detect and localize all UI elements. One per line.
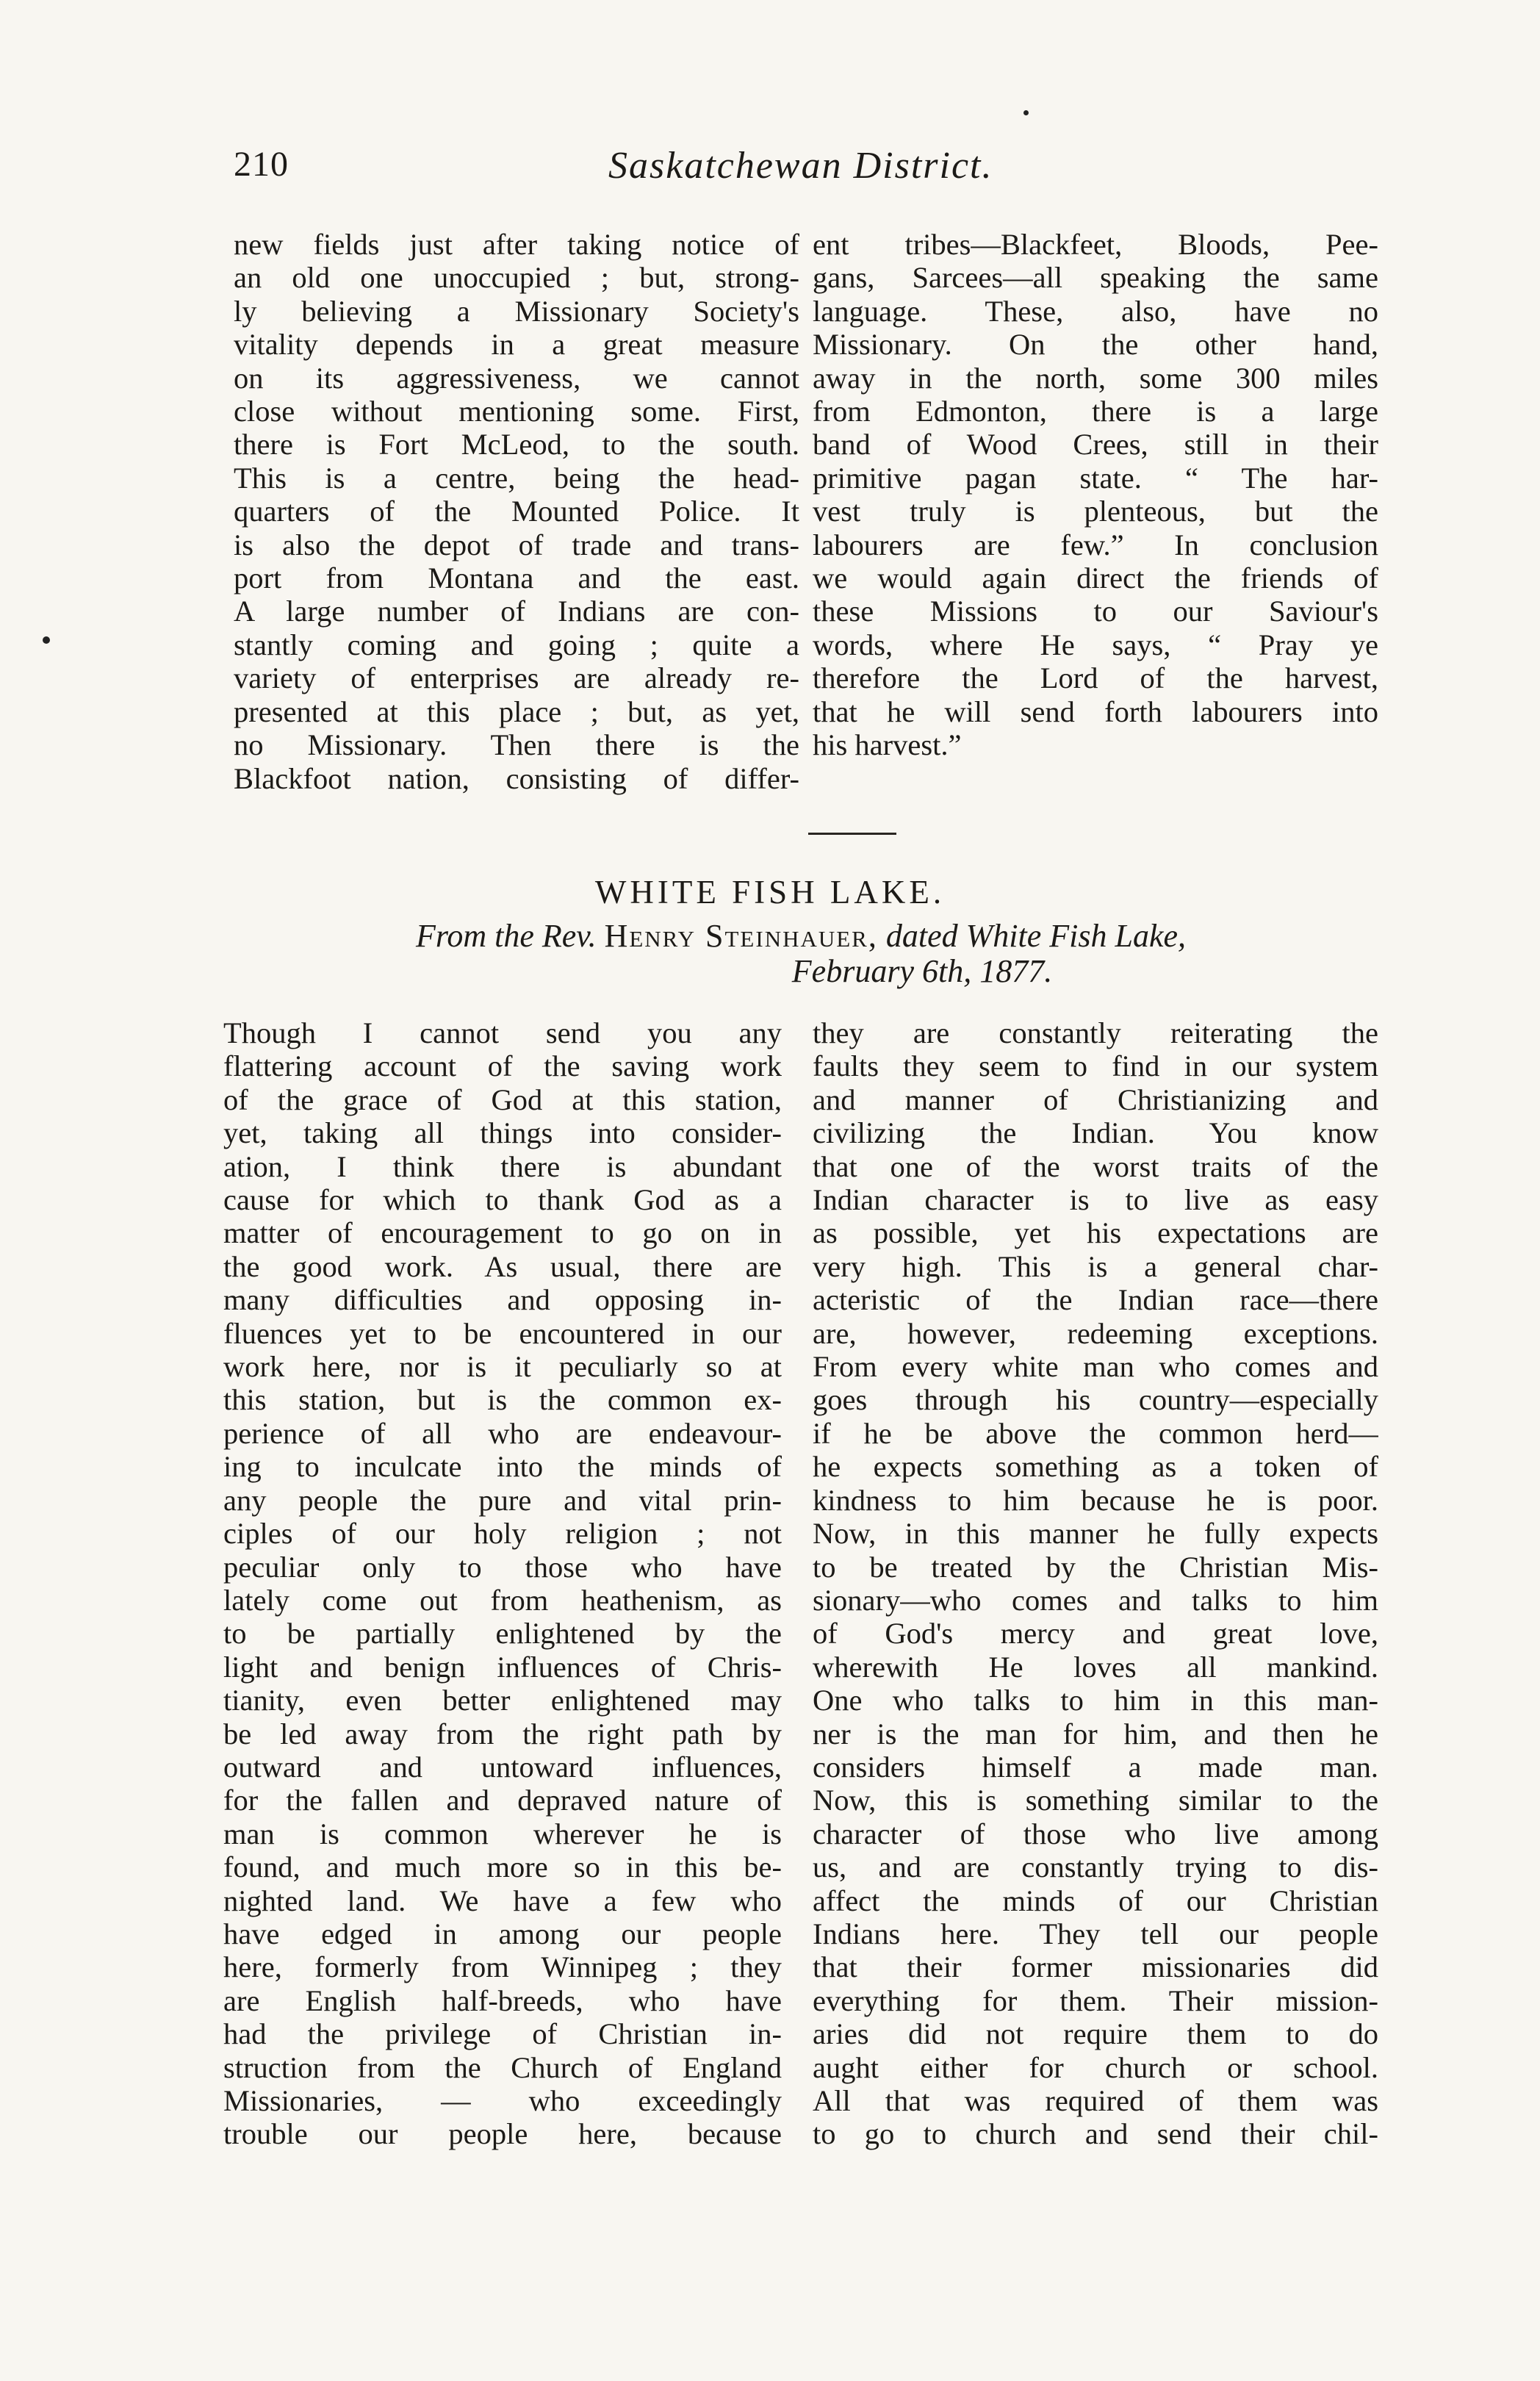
text-line: have edged in among our people: [223, 1917, 782, 1950]
text-line: are English half-breeds, who have: [223, 1983, 782, 2017]
text-line: stantly coming and going ; quite a: [234, 628, 799, 661]
text-line: Now, this is something similar to the: [813, 1784, 1378, 1817]
text-line: be led away from the right path by: [223, 1717, 782, 1750]
text-line: here, formerly from Winnipeg ; they: [223, 1950, 782, 1984]
text-line: language. These, also, have no: [813, 294, 1378, 328]
text-line: band of Wood Crees, still in their: [813, 428, 1378, 462]
text-line: port from Montana and the east.: [234, 561, 799, 595]
text-line: flattering account of the saving work: [223, 1049, 782, 1083]
text-line: aught either for church or school.: [813, 2050, 1378, 2084]
page-number: 210: [234, 145, 289, 184]
text-line: ly believing a Missionary Society's: [234, 294, 799, 328]
text-line: words, where He says, “ Pray ye: [813, 628, 1378, 661]
text-line: aries did not require them to do: [813, 2017, 1378, 2051]
text-line: acteristic of the Indian race—there: [813, 1283, 1378, 1317]
text-line: yet, taking all things into consider-: [223, 1116, 782, 1150]
text-line: had the privilege of Christian in-: [223, 2017, 782, 2051]
text-line: Blackfoot nation, consisting of differ-: [234, 761, 799, 795]
text-line: labourers are few.” In conclusion: [813, 528, 1378, 561]
column-top-right: [813, 228, 1378, 762]
text-line: outward and untoward influences,: [223, 1750, 782, 1784]
text-line: for the fallen and depraved nature of: [223, 1784, 782, 1817]
running-head: [234, 144, 1026, 195]
text-line: therefore the Lord of the harvest,: [813, 661, 1378, 695]
running-title: Saskatchewan District.: [608, 145, 993, 187]
text-line: tianity, even better enlightened may: [223, 1684, 782, 1717]
text-line: this station, but is the common ex-: [223, 1383, 782, 1417]
text-line: variety of enterprises are already re-: [234, 661, 799, 695]
text-line: man is common wherever he is: [223, 1817, 782, 1850]
text-line: ner is the man for him, and then he: [813, 1717, 1378, 1750]
byline-author: Henry Steinhauer,: [604, 918, 878, 954]
text-line: to be treated by the Christian Mis-: [813, 1550, 1378, 1584]
text-line: goes through his country—especially: [813, 1383, 1378, 1417]
text-line: if he be above the common herd—: [813, 1416, 1378, 1450]
text-line: considers himself a made man.: [813, 1750, 1378, 1784]
text-line: All that was required of them was: [813, 2084, 1378, 2117]
column-top-left: [234, 228, 799, 795]
text-line: A large number of Indians are con-: [234, 595, 799, 628]
text-line: struction from the Church of England: [223, 2050, 782, 2084]
text-line: is also the depot of trade and trans-: [234, 528, 799, 561]
text-line: they are constantly reiterating the: [813, 1016, 1378, 1049]
text-line: found, and much more so in this be-: [223, 1850, 782, 1884]
column-bottom-right: [813, 1016, 1378, 2151]
text-line: matter of encouragement to go on in: [223, 1216, 782, 1250]
text-line: One who talks to him in this man-: [813, 1684, 1378, 1717]
byline-dated: dated White Fish Lake,: [885, 918, 1186, 954]
text-line: Missionary. On the other hand,: [813, 328, 1378, 362]
text-line: This is a centre, being the head-: [234, 461, 799, 495]
text-line: from Edmonton, there is a large: [813, 395, 1378, 428]
text-line: trouble our people here, because: [223, 2117, 782, 2151]
text-line: Now, in this manner he fully expects: [813, 1517, 1378, 1551]
text-line: nighted land. We have a few who: [223, 1883, 782, 1917]
text-line: vitality depends in a great measure: [234, 328, 799, 362]
text-line: peculiar only to those who have: [223, 1550, 782, 1584]
text-line: lately come out from heathenism, as: [223, 1583, 782, 1617]
text-line: that he will send forth labourers into: [813, 694, 1378, 728]
section-divider-rule: [808, 833, 896, 835]
text-line: of God's mercy and great love,: [813, 1617, 1378, 1651]
byline-date: February 6th, 1877.: [791, 953, 1053, 989]
text-line: as possible, yet his expectations are: [813, 1216, 1378, 1250]
text-line: an old one unoccupied ; but, strong-: [234, 261, 799, 295]
text-line: us, and are constantly trying to dis-: [813, 1850, 1378, 1884]
text-line: and manner of Christianizing and: [813, 1082, 1378, 1116]
text-line: quarters of the Mounted Police. It: [234, 495, 799, 528]
text-line: civilizing the Indian. You know: [813, 1116, 1378, 1150]
text-line: ent tribes—Blackfeet, Bloods, Pee-: [813, 228, 1378, 261]
text-line: any people the pure and vital prin-: [223, 1483, 782, 1517]
text-line: Indian character is to live as easy: [813, 1183, 1378, 1217]
text-line: everything for them. Their mission-: [813, 1983, 1378, 2017]
text-line: ation, I think there is abundant: [223, 1149, 782, 1183]
text-line: Indians here. They tell our people: [813, 1917, 1378, 1950]
text-line: very high. This is a general char-: [813, 1249, 1378, 1283]
byline-from: From the Rev.: [416, 918, 597, 954]
text-line: primitive pagan state. “ The har-: [813, 461, 1378, 495]
ink-speck: [1023, 110, 1029, 115]
text-line: vest truly is plenteous, but the: [813, 495, 1378, 528]
text-line: character of those who live among: [813, 1817, 1378, 1850]
text-line: perience of all who are endeavour-: [223, 1416, 782, 1450]
ink-speck: [43, 636, 50, 644]
text-line: to go to church and send their chil-: [813, 2117, 1378, 2151]
text-line: to be partially enlightened by the: [223, 1617, 782, 1651]
text-line: away in the north, some 300 miles: [813, 361, 1378, 395]
text-line: no Missionary. Then there is the: [234, 728, 799, 762]
text-line: fluences yet to be encountered in our: [223, 1316, 782, 1350]
text-line: cause for which to thank God as a: [223, 1183, 782, 1217]
text-line: these Missions to our Saviour's: [813, 595, 1378, 628]
text-line: gans, Sarcees—all speaking the same: [813, 261, 1378, 295]
text-line: Missionaries, — who exceedingly: [223, 2084, 782, 2117]
text-line: we would again direct the friends of: [813, 561, 1378, 595]
column-bottom-left: [223, 1016, 782, 2151]
text-line: ing to inculcate into the minds of: [223, 1450, 782, 1484]
text-line: light and benign influences of Chris-: [223, 1650, 782, 1684]
text-line: affect the minds of our Christian: [813, 1883, 1378, 1917]
text-line: there is Fort McLeod, to the south.: [234, 428, 799, 462]
text-line: Though I cannot send you any: [223, 1016, 782, 1049]
text-line: sionary—who comes and talks to him: [813, 1583, 1378, 1617]
text-line: on its aggressiveness, we cannot: [234, 361, 799, 395]
section-byline: [287, 919, 1315, 989]
text-line: kindness to him because he is poor.: [813, 1483, 1378, 1517]
text-line: presented at this place ; but, as yet,: [234, 694, 799, 728]
text-line: new fields just after taking notice of: [234, 228, 799, 261]
text-line: of the grace of God at this station,: [223, 1082, 782, 1116]
text-line: the good work. As usual, there are: [223, 1249, 782, 1283]
text-line: From every white man who comes and: [813, 1350, 1378, 1384]
text-line: close without mentioning some. First,: [234, 395, 799, 428]
section-heading: WHITE FISH LAKE.: [594, 874, 946, 911]
text-line: that their former missionaries did: [813, 1950, 1378, 1984]
text-line: many difficulties and opposing in-: [223, 1283, 782, 1317]
text-line: faults they seem to find in our system: [813, 1049, 1378, 1083]
text-line: he expects something as a token of: [813, 1450, 1378, 1484]
text-line: ciples of our holy religion ; not: [223, 1517, 782, 1551]
text-line: are, however, redeeming exceptions.: [813, 1316, 1378, 1350]
text-line: his harvest.”: [813, 728, 962, 762]
text-line: that one of the worst traits of the: [813, 1149, 1378, 1183]
text-line: work here, nor is it peculiarly so at: [223, 1350, 782, 1384]
text-line: wherewith He loves all mankind.: [813, 1650, 1378, 1684]
